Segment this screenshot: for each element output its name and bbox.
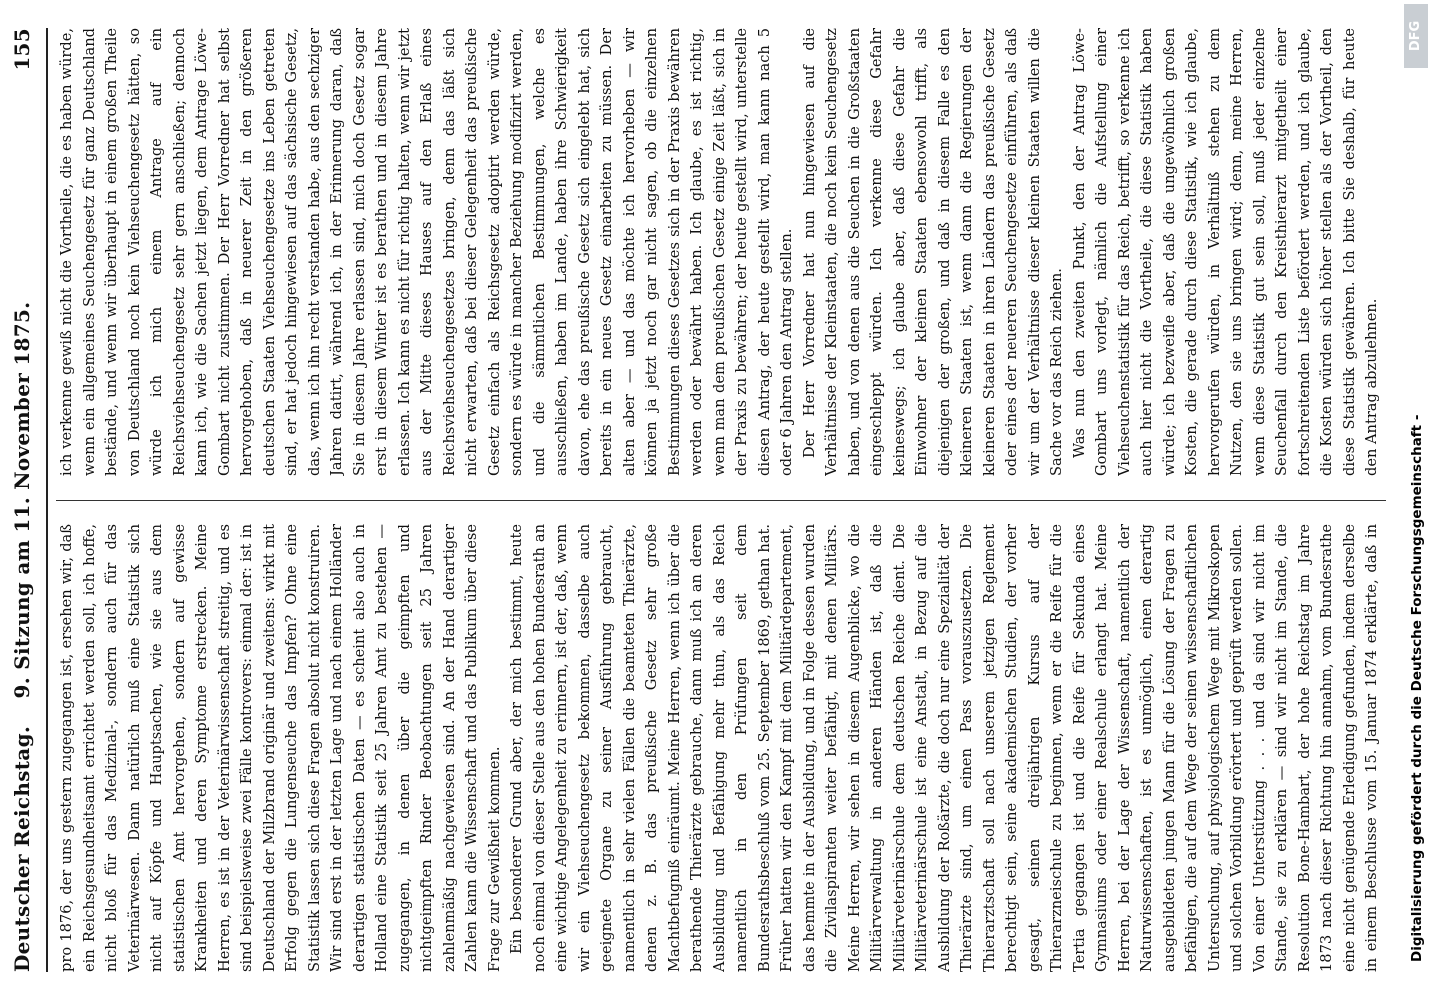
left-column (56, 524, 1386, 972)
page-number: 155 (10, 28, 34, 71)
left-paragraph: pro 1876, der uns gestern zugegangen ist, ersehen wir, daß ein Reichsgesundheitsamt errichtet werden soll, ich hoffe, nicht bloß für das Medizinal-, sondern auch für das Veterinärwesen. Dann natürlich muß eine Statistik sich nicht auf Köpfe und Hauptsachen, wie sie aus dem statistischen Amt hervorgehen, sondern auf gewisse Krankheiten und deren Symptome erstrecken. Meine Herren, es ist in der Veterinärwissenschaft streitig, und es sind beispielsweise zwei Fälle kontrovers: einmal der: ist in Deutschland der Milzbrand originär und zweitens: wirkt mit Erfolg gegen die Lungenseuche das Impfen? Ohne eine Statistik lassen sich diese Fragen absolut nicht konstruiren. Wir sind erst in der letzten Lage und nach einem Holländer derartigen statistischen Daten — es scheint also auch in Holland eine Statistik seit 25 Jahren Amt zu bestehen — zugegangen, in denen über die geimpften und nichtgeimpften Rinder Beobachtungen seit 25 Jahren zahlenmäßig nachgewiesen sind. An der Hand derartiger Zahlen kann die Wissenschaft und das Publikum über diese Frage zur Gewißheit kommen. (58, 524, 503, 972)
header-left: Deutscher Reichstag. (10, 725, 34, 972)
running-header (10, 28, 44, 972)
left-paragraph: Ein besonderer Grund aber, der mich bestimmt, heute noch einmal von dieser Stelle aus den hohen Bundesrath an eine wichtige Angelegenheit zu erinnern, ist der, daß, wenn wir ein Viehseuchengesetz bekommen, dasselbe auch geeignete Organe zu seiner Ausführung gebraucht, namentlich in sehr vielen Fällen die beamteten Thierärzte, denen z. B. das preußische Gesetz sehr große Machtbefugniß einräumt. Meine Herren, wenn ich über die berathende Thierärzte gebrauche, dann muß ich an deren Ausbildung und Befähigung mehr thun, als das Reich namentlich in den Prüfungen seit dem Bundesrathsbeschluß vom 25. September 1869, gethan hat. Früher hatten wir den Kampf mit dem Militärdepartement, das hemmte in der Ausbildung, und in Folge dessen wurden die Zivilaspiranten weiter befähigt, mit denen Militärs. Meine Herren, wir sehen in diesem Augenblicke, wo die Militärverwaltung in anderen Händen ist, daß die Militärveterinärschule dem deutschen Reiche dient. Die Militärveterinärschule ist eine Anstalt, in Bezug auf die Ausbildung der Roßärzte, die doch nur eine Spezialität der Thierärzte sind, um einen Pass vorauszusetzen. Die Thierarztschaft soll nach unserem jetzigen Reglement berechtigt sein, seine akademischen Studien, der vorher gesagt, seinen dreijährigen Kursus auf der Thierarzneischule zu beginnen, wenn er die Reife für die Tertia gegangen ist und die Reife für Sekunda eines Gymnasiums oder einer Realschule erlangt hat. Meine Herren, bei der Lage der Wissenschaft, namentlich der Naturwissenschaften, ist es unmöglich, einen derartig ausgebildeten jungen Mann für die Lösung der Fragen zu befähigen, die auf dem Wege der seinen wissenschaftlichen Untersuchung, auf physiologischem Wege mit Mikroskopen und solchen Vorbildung erörtert und geprüft werden sollen. Von einer Unterstützung . . . und da sind wir nicht im Stande, sie zu erklären — sind wir nicht im Stande, die Resolution Bone-Hambart, der hohe Reichstag im Jahre 1873 nach dieser Richtung hin annahm, vom Bundesrathe eine nicht genügende Erledigung gefunden, indem derselbe in einem Beschlusse vom 15. Januar 1874 erklärte, daß in (508, 524, 1380, 972)
credit-text: Digitalisierung gefördert durch die Deutsche Forschungsgemeinschaft - (1409, 414, 1425, 962)
dfg-logo: DFG (1404, 4, 1428, 68)
digitization-credit (1404, 0, 1428, 1000)
header-center: 9. Sitzung am 11. November 1875. (10, 301, 34, 699)
right-paragraph: Was nun den zweiten Punkt, den der Antrag Löwe-Gombart uns vorlegt, nämlich die Aufstellung einer Viehseuchenstatistik für das Reich, betrifft, so verkenne ich auch hier nicht die Vortheile, die diese Statistik haben würde; ich bezweifle aber, daß die ungewöhnlich großen Kosten, die gerade durch diese Statistik, wie ich glaube, hervorgerufen würden, in Verhältniß stehen zu dem Nutzen, den sie uns bringen wird; denn, meine Herren, wenn diese Statistik gut sein soll, muß jeder einzelne Seuchenfall durch den Kreisthierarzt mitgetheilt einer fortschreitenden Liste befördert werden, und ich glaube, die Kosten würden sich höher stellen als der Vortheil, den diese Statistik gewähren. Ich bitte Sie deshalb, für heute den Antrag abzulehnen. (1070, 28, 1380, 476)
right-column (56, 28, 1386, 476)
column-divider (56, 500, 1386, 501)
right-paragraph: Der Herr Vorredner hat nun hingewiesen auf die Verhältnisse der Kleinstaaten, die noch kein Seuchengesetz haben, und von denen aus die Seuchen in die Großstaaten eingeschleppt würden. Ich verkenne diese Gefahr keineswegs; ich glaube aber, daß diese Gefahr die Einwohner der kleinen Staaten ebensowohl trifft, als diejenigen der großen, und daß in diesem Falle es den kleineren Staaten ist, wenn dann die Regierungen der kleineren Staaten in ihren Ländern das preußische Gesetz oder eines der neueren Seuchengesetze einführen, als daß wir um der Verhältnisse dieser kleinen Staaten willen die Sache vor das Reich ziehen. (800, 28, 1065, 476)
header-rule (46, 28, 48, 972)
right-paragraph: ich verkenne gewiß nicht die Vortheile, die es haben würde, wenn ein allgemeines Seuchengesetz für ganz Deutschland bestände, und wenn wir überhaupt in einem großen Theile von Deutschland noch kein Viehseuchengesetz hätten, so würde ich mich einem Antrage auf ein Reichsviehseuchengesetz sehr gern anschließen; dennoch kann ich, wie die Sachen jetzt liegen, dem Antrage Löwe-Gombart nicht zustimmen. Der Herr Vorredner hat selbst hervorgehoben, daß in neuerer Zeit in den größeren deutschen Staaten Viehseuchengesetze ins Leben getreten sind, er hat jedoch hingewiesen auf das sächsische Gesetz, das, wenn ich ihn recht verstanden habe, aus den sechziger Jahren datirt, während ich, in der Erinnerung daran, daß Sie in diesem Jahre erlassen sind, mich doch Gesetz sogar erst in diesem Winter ist es berathen und in diesem Jahre erlassen. Ich kann es nicht für richtig halten, wenn wir jetzt aus der Mitte dieses Hauses auf den Erlaß eines Reichsviehseuchengesetzes bringen, denn das läßt sich nicht erwarten, daß bei dieser Gelegenheit das preußische Gesetz einfach als Reichsgesetz adoptirt werden würde, sondern es würde in mancher Beziehung modifizirt werden, und die sämmtlichen Bestimmungen, welche es ausschließen, haben im Lande, haben ihre Schwierigkeit davon, ehe das preußische Gesetz sich eingelebt hat, sich bereits in ein neues Gesetz einarbeiten zu müssen. Der alten aber — und das möchte ich hervorheben — wir können ja jetzt noch gar nicht sagen, ob die einzelnen Bestimmungen dieses Gesetzes sich in der Praxis bewähren werden oder bewährt haben. Ich glaube, es ist richtig, wenn man dem preußischen Gesetz einige Zeit läßt, sich in der Praxis zu bewähren; der heute gestellt wird, unterstelle diesen Antrag, der heute gestellt wird, man kann nach 5 oder 6 Jahren den Antrag stellen. (58, 28, 795, 476)
